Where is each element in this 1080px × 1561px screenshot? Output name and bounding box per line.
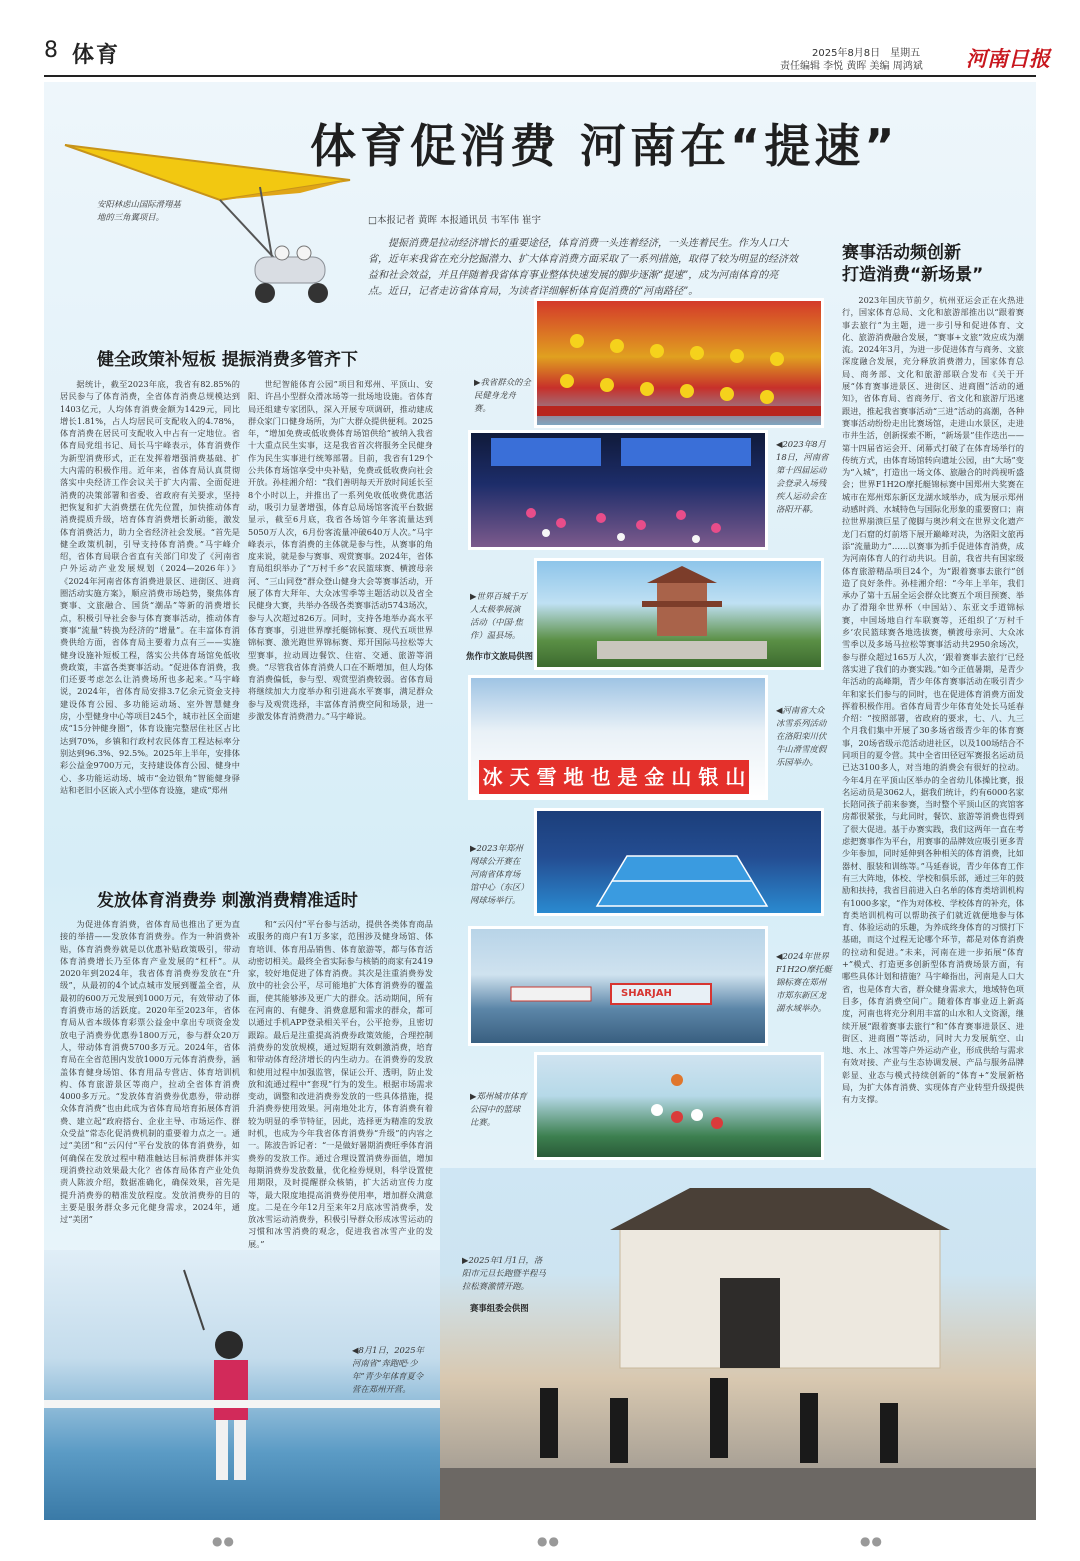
section2-title: 发放体育消费券 刺激消费精准适时	[97, 891, 358, 911]
caption-tower: ▶世界百城千万人太极拳展演活动（中国·焦作）温县场。	[470, 591, 527, 640]
byline: □本报记者 黄晖 本报通讯员 韦军伟 崔宇	[368, 215, 542, 226]
section3-title-line2: 打造消费“新场景”	[842, 265, 984, 285]
lead-paragraph: 提振消费是拉动经济增长的重要途径，体育消费一头连着经济，一头连着民生。作为人口大省，近年来我省在充分挖掘潜力、扩大体育消费方面采取了一系列措施，取得了较为明显的经济效益和社会效益，并且伴随着我省体育事业整体快速发展的脚步逐渐“提速”，成为河南体育的亮点。近日，记者走访省体育局，为读者详细解析体育促消费的“河南路径”。	[368, 238, 798, 297]
photo-games-opening	[468, 430, 768, 550]
headline: 体育促消费 河南在“提速”	[310, 119, 899, 173]
caption-games-opening: ◀2023年8月18日，河南省第十四届运动会登录入场残疾人运动会在洛阳开幕。	[776, 439, 829, 514]
pagoda-tower	[537, 561, 824, 670]
pilot-helmet	[275, 246, 289, 260]
glider-wheel	[255, 283, 275, 303]
glider-wing	[65, 145, 350, 200]
section3-col-text: 2023年国庆节前夕，杭州亚运会正在火热进行，国家体育总局、文化和旅游部推出以“跟着赛事去旅行”为主题，进一步引导和促进体育、文化、旅游消费融合发展，“赛事+文旅”效应成为潮流。2024年3月，为进一步促进体育与商务、文旅深度融合发展，充分释放消费潜力，国家体育总局、商务部、文化和旅游部联合发布《关于开展“体育赛事进景区、进街区、进商圈”活动的通知》，省体育局、省商务厅、省文化和旅游厅迅速跟进，推起我省赛事活动“三进”活动的高潮，各种赛事活动纷纷走出比赛场馆，走进山水景区，走进市井生活，创新探索不断，“新场景”佳作迭出——第十四届省运会开、闭幕式打破了在体育场举行的传统方式，由体育场馆转向遗址公园，由“大场”变为“入城”，打造出一场文体、旅融合的时尚视听盛会；世界F1H2O摩托艇锦标赛中国郑州大奖赛在城市在郑州郑东新区龙湖水域举办，成为展示郑州动感时尚、水城特色与国际化形象的重要窗口；南拉世界崩溃巨星了傻脚与奥沙利文在世界文化遗产龙门石窟的灯前塔下展开巅峰对决，为洛阳文旅再添“流量助力”……以赛事为抓手促进体育消费，成为河南体育人的行动共识。目前，我省共有国家级体育旅游精品项目24个，为“跟着赛事去旅行”创造了良好条件。孙桂湘介绍：“今年上半年，我们承办了第十五届全运会群众比赛五个项目预赛、举办了滑翔伞世界杯（中国站）、东亚文手道锦标赛，中国场地自行车联赛等，还组织了‘万村千乡’农民篮球赛各地选拔赛，横渡母亲河、大众冰雪季以及多场马拉松等赛事活动共2950余场次，参与群众超过165万人次，‘跟着赛事去旅行’已经落实进了我们的办赛实践。”如今正值暑期，是青少年活动的高峰期，青少年体育赛事活动在吸引青少年和家长们参与的同时，也在促进体育消费方面发挥着积极作用。省体育局青少年体育处处长马延春介绍：“按照部署，省政府的要求，七、八、九三个月我们集中开展了30多场省级青少年的体育赛事，20场省级示范活动进社区，以及100场结合不同项目的夏令营。其中全省田径冠军赛报名运动员已达3100多人，对当地的消费会有很好的拉动。今年4月在平顶山区举办的全省幼儿体操比赛，报名运动员是3062人，据我们统计，约有6000名家长陪同孩子前来参赛，当时整个平顶山区的宾馆客房都很紧张，与此同时，餐饮、旅游等消费也得到了很大促进。基于办赛实践，我们这两年一直在考虑把赛事作为平台，用赛事的品牌效应吸引更多青少年参加，同时延伸到各种相关的体育消费，比如器材、服装和训练等。”马延春说，青少年体育工作有三大阵地，体校、学校和俱乐部，通过三年的鼓励和扶持，我省目前进入白名单的体育类培训机构有1000多家，“作为对体校、学校体育的补充，体育类培训机构可以帮助孩子们就近就便地参与体育、体验运动的乐趣，为养成终身体育的习惯打下基础，而这个过程无论哪个环节，都是对体育消费的拉动和促进。”未来，河南在进一步拓展“体育+”模式、打造更多创新型体育消费场景方面，有哪些具体计划和措施？马宇峰指出，河南是人口大省，也是体育大省，群众健身需求大，地域特色项目多，体育消费空间广。随着体育事业迈上新高度，河南也将充分利用丰富的山水和人文资源，继续开展“跟着赛事去旅行”和“体育赛事进景区、进街区、进商圈”等活动，同时大力发展航空、山地、水上、冰雪等户外运动产业，形成供给与需求有效对接、产业与生态协调发展、产品与服务品牌彰显、业态与模式持续创新的“体育+”发展新格局，为扩大体育消费、实现体育产业转型升级提供有力支撑。	[842, 295, 1024, 1105]
photo-tower-taichi	[534, 558, 824, 670]
caption-basketball: ▶郑州城市体育公园中的篮球比赛。	[470, 1091, 527, 1127]
caption-marathon: ▶2025年1月1日，洛阳市元旦长跑暨半程马拉松赛激情开跑。	[462, 1255, 546, 1291]
header-rule	[44, 75, 1036, 77]
section2-col2-text: 和“云闪付”平台参与活动，提供各类体育商品或服务的商户有1万多家，范围涉及健身场馆、体育培训、体育用品销售、体育旅游等，都与体育活动密切相关。最终全省实际参与核销的商家有2419家，较好地促进了体育消费。其次是注重消费券发放中的社会公平，尽可能地扩大体育消费券的覆盖面，使其能够涉及更广大的群众。活动期间，所有在河南的、有健身、消费意愿和需求的群众，都可以通过手机APP登录相关平台，公平抢券，且密切跟踪。最后是注重提高消费券政策效能，合理控制消费券的发放规模，通过短期有效刺激消费，培育和带动体育经济增长的内生动力。在消费券的发放和使用过程中加强监管，保证公开、透明，防止发放和流通过程中“套现”行为的发生。根据市场需求变动，调整和改进消费券发放的一些具体措施，提升消费券使用效果。河南地处北方，体育消费有着较为明显的季节特征，因此，选择更为精准的发放时机，也成为今年我省体育消费券“升级”的内容之一。陈波告诉记者：“一是做好暑期消费旺季体育消费券的发放工作。通过合理设置消费券面值，增加每期消费券发放数量，优化检券规则，科学设置使用期限，及时提醒群众核销，扩大活动宣传力度等，最大限度地提高消费券使用率，增加群众满意度。二是在今年12月至来年2月底冰雪消费季，发放冰雪运动消费券，积极引导群众形成冰雪运动的习惯和冰雪消费的观念，促进我省冰雪产业的发展。”	[248, 919, 433, 1249]
photo-tennis	[534, 808, 824, 916]
section1-title: 健全政策补短板 提振消费多管齐下	[97, 350, 358, 370]
basketball-game	[537, 1055, 824, 1160]
footer-dots-left: ●●	[212, 1534, 235, 1548]
caption-glider: 安阳林虑山国际滑翔基地的三角翼项目。	[97, 199, 181, 222]
caption-ice-snow: ◀河南省大众冰雪系列活动在洛阳栾川伏牛山滑雪度假乐园举办。	[776, 705, 827, 767]
footer-dots-right: ●●	[860, 1534, 883, 1548]
section2-col1-text: 为促进体育消费，省体育局也推出了更为直接的举措——发放体育消费券。作为一种消费补贴，体育消费券就是以优惠补贴政策吸引，带动体育消费增长乃至体育产业发展的“杠杆”。从2020年到2024年，我省体育消费券发放在“升级”，从最初的4个试点城市发展到覆盖全省，从最初的600万元发展到1000万元，有效带动了体育消费市场的活跃度。2020年至2023年，省体育局从省本级体育彩票公益金中拿出专项资金发放电子消费券优惠券1800万元，参与群众20万人，带动体育消费5700多万元。2024年，省体育局在全省范围内发放1000万元体育消费券，涵盖体育健身场馆、体育用品专营店、体育培训机构、体育旅游景区等商户，拉动全省体育消费4000多万元。“发放体育消费券优惠券，带动群众体育消费”也由此成为省体育局培育拓展体育消费、建立起“政府搭台、企业主导、市场运作、群众受益”常态化促消费机制的重要着力点之一。通过“美团”和“云闪付”平台发放的体育消费券，如何确保在发放过程中精准触达目标消费群体并实现消费拉动效果最大化？省体育局体育产业处负责人陈波介绍，数据准确化，确保效果，首先是提升消费券的精准发放程度。发放消费券的目的主要是服务群众多元化健身需求，2024年，通过“美团”	[60, 919, 240, 1225]
credit-marathon: 赛事组委会供图	[470, 1303, 529, 1313]
masthead-logo: 河南日报	[966, 46, 1050, 71]
section1-col2-text: 世纪智能体育公园”项目和郑州、平顶山、安阳、许昌小型群众滑冰场等一批场地设施。省体育局还组建专家团队，深入开展专项调研，推动建成群众家门口健身场所，为广大群众提供便利。2025年，“增加免费或低收费体育场馆供给”被纳入我省十大重点民生实事，这是我省首次将服务全民健身作为民生实事进行统筹部署。目前，我省有129个公共体育场馆享受中央补贴，免费或低收费向社会开放。孙桂湘介绍：“我们善明每天开放时间延长至8个小时以上，并推出了一系列免收低收费优惠活动，吸引力显著增强，体育总局场馆客流平台数据显示，截至6月底，我省各场馆今年客流量达到5050万人次，6月份客流量冲破640万人次。”马宇峰表示，体育消费的主体就是参与性，从赛事的角度来说，就是参与赛事、观赏赛事。2024年，省体育局组织举办了“万村千乡”农民篮球赛、横渡母亲河、“三山同登”群众登山健身大会等赛事活动，开展了体育大拜年、大众冰雪季等主题活动以及省全民健身大赛，共举办各级各类赛事活动5743场次，参与人次超过826万。同时，支持各地举办高水平体育赛事，引进世界摩托艇锦标赛、现代五项世界锦标赛、激光跑世界锦标赛、郑开国际马拉松等大型赛事，拉动周边餐饮、住宿、交通、旅游等消费。“尽管我省体育消费人口在不断增加，但人均体育消费偏低，参与型、观赏型消费较弱。省体育局将继续加大力度举办和引进高水平赛事，满足群众参与及观赏选择，丰富体育消费空间和场景，进一步激发体育消费潜力。”马宇峰说。	[248, 379, 433, 722]
passenger-helmet	[297, 246, 311, 260]
section3-title-line1: 赛事活动频创新	[842, 243, 961, 263]
section2-column1	[60, 918, 240, 1236]
credit-tower: 焦作市文旅局供图	[466, 651, 533, 661]
section1-column2	[248, 378, 433, 848]
caption-powerboat: ◀2024年世界F1H2O摩托艇锦标赛在郑州市郑东新区龙湖水域举办。	[776, 951, 832, 1013]
caption-badminton: ◀8月1日，2025年河南省“奔跑吧·少年”青少年体育夏令营在郑州开营。	[352, 1345, 424, 1394]
section3-title	[842, 242, 983, 286]
photo-dragon-boat	[534, 298, 824, 428]
photo-basketball	[534, 1052, 824, 1160]
section2-column2	[248, 918, 433, 1303]
stadium-ceremony	[471, 433, 768, 550]
issue-date: 2025年8月8日 星期五	[812, 48, 921, 59]
glider-wheel-2	[308, 283, 328, 303]
section-name: 体育	[72, 43, 121, 68]
boat-sponsor-label: SHARJAH	[621, 988, 672, 999]
editors-line: 责任编辑 李悦 黄晖 美编 周鸿斌	[780, 61, 923, 72]
photo-ice-snow	[468, 675, 768, 800]
powerboat-race	[471, 929, 768, 1046]
section1-col1-text: 据统计，截至2023年底，我省有82.85%的居民参与了体育消费，全省体育消费总规模达到1403亿元，人均体育消费金额为1429元，同比增长1.81%，占人均居民可支配收入的4.78%，体育消费在居民可支配收入中占有一定地位。省体育局党组书记、局长马宇峰表示，体育消费作为新型消费形式，正在发挥着增强消费基础、扩大内需的积极作用。近年来，省体育局认真贯彻落实中央经济工作会议关于扩大内需、全面促进消费的决策部署和省委、省政府有关要求，坚持把恢复和扩大消费摆在优先位置，加快推动体育消费提质升级，培育体育消费增长新动能，激发体育消费活力，助力全省经济社会发展。“首先是健全政策机制，引导支持体育消费。”马宇峰介绍，省体育局联合省直有关部门印发了《河南省户外运动产业发展规划（2024—2026年）》《2024年河南省体育消费进景区、进街区、进商圈活动实施方案》，顺应消费市场趋势，聚焦体育赛事、文旅融合、国货“潮品”等新的消费增长点，积极引导社会参与体育赛事活动，推动体育赛事“流量”转换为经济的“增量”。在丰富体育消费供给方面，省体育局主要着力点有三——实施健身设施补短板工程，落实公共体育场馆免低收费政策，丰富各类赛事活动。“促进体育消费，我们还要考虑怎么让消费场所也多起来。”马宇峰说，2024年，省体育局安排3.7亿余元资金支持建设体育公园、多功能运动场、室外智慧健身房，小型健身中心等项目245个，城市社区全面建成“15分钟健身圈”，体育设施完整居住社区占比达到70%，乡镇和行政村农民体育工程达标率分别达到96.3%、92.5%。2025年上半年，安排体彩公益金9700万元，支持建设体育公园、健身中心、多功能运动场、城市“金边银角”智能健身驿站和老旧小区嵌入式小型体育设施，建成“郑州	[60, 379, 240, 795]
page-number: 8	[44, 38, 58, 63]
dragon-boat-rowers	[537, 301, 824, 428]
city-gate-runners	[440, 1168, 1036, 1520]
photo-powerboat	[468, 926, 768, 1046]
caption-tennis: ▶2023年郑州网球公开赛在河南省体育场馆中心（东区）网球场举行。	[470, 843, 525, 905]
section1-column1	[60, 378, 240, 848]
glider-trike	[255, 257, 325, 283]
section3-column	[842, 294, 1024, 1234]
ice-banner: 冰 天 雪 地 也 是 金 山 银 山	[479, 760, 749, 794]
caption-dragon-boat: ▶我省群众的全民健身龙舟赛。	[474, 377, 531, 413]
tennis-court	[537, 811, 824, 916]
footer-dots-middle: ●●	[537, 1534, 560, 1548]
photo-marathon	[440, 1168, 1036, 1520]
